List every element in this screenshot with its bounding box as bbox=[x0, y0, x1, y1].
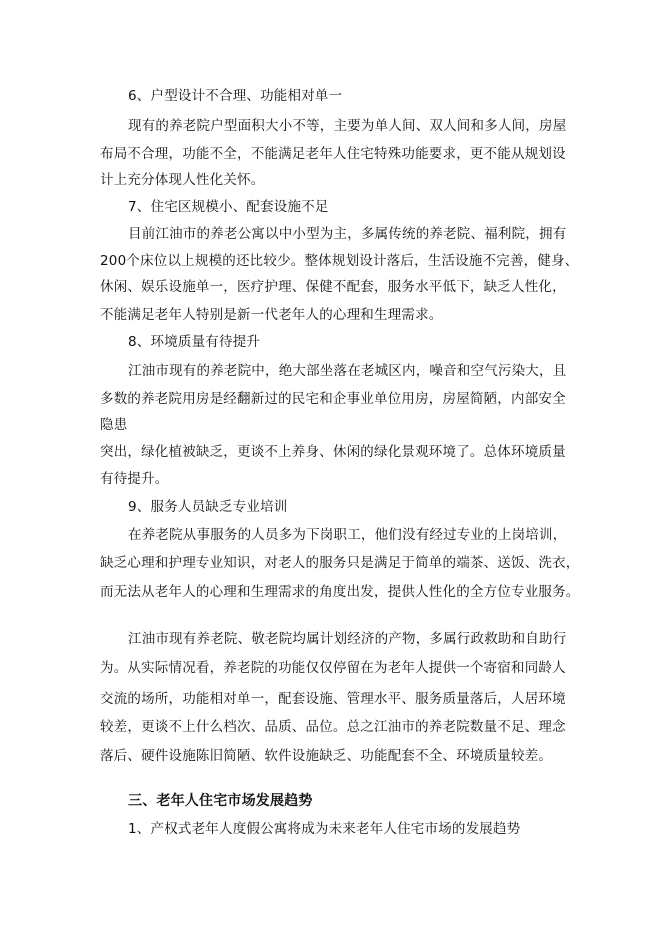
paragraph-line: 目前江油市的养老公寓以中小型为主，多属传统的养老院、福利院，拥有 bbox=[128, 226, 567, 242]
heading-s7: 7、住宅区规模小、配套设施不足 bbox=[128, 199, 329, 215]
paragraph-line: 计上充分体现人性化关怀。 bbox=[100, 172, 265, 188]
heading-s6: 6、户型设计不合理、功能相对单一 bbox=[128, 88, 343, 104]
heading-s9: 9、服务人员缺乏专业培训 bbox=[128, 499, 288, 515]
subsection-heading: 1、产权式老年人度假公寓将成为未来老年人住宅市场的发展趋势 bbox=[128, 821, 521, 837]
paragraph-line: 多数的养老院用房是经翻新过的民宅和企事业单位用房，房屋简陋，内部安全 bbox=[100, 391, 566, 407]
paragraph-line: 休闲、娱乐设施单一，医疗护理、保健不配套，服务水平低下，缺乏人性化， bbox=[100, 279, 566, 295]
paragraph-line: 在养老院从事服务的人员多为下岗职工，他们没有经过专业的上岗培训， bbox=[128, 527, 567, 543]
paragraph-line: 缺乏心理和护理专业知识，对老人的服务只是满足于简单的端茶、送饭、洗衣， bbox=[100, 555, 580, 571]
paragraph-line: 有待提升。 bbox=[100, 471, 169, 487]
paragraph-line: 落后、硬件设施陈旧简陋、软件设施缺乏、功能配套不全、环境质量较差。 bbox=[100, 748, 553, 764]
paragraph-line: 隐患 bbox=[100, 417, 128, 433]
paragraph-line: 交流的场所，功能相对单一，配套设施、管理水平、服务质量落后，人居环境 bbox=[100, 691, 566, 707]
paragraph-line: 现有的养老院户型面积大小不等，主要为单人间、双人间和多人间，房屋 bbox=[128, 118, 567, 134]
paragraph-line: 为。从实际情况看，养老院的功能仅仅停留在为老年人提供一个寄宿和同龄人 bbox=[100, 660, 566, 676]
paragraph-line: 布局不合理，功能不全，不能满足老年人住宅特殊功能要求，更不能从规划设 bbox=[100, 146, 566, 162]
paragraph-line: 突出，绿化植被缺乏，更谈不上养身、休闲的绿化景观环境了。总体环境质量 bbox=[100, 444, 566, 460]
paragraph-line: 不能满足老年人特别是新一代老年人的心理和生理需求。 bbox=[100, 307, 443, 323]
paragraph-line: 较差，更谈不上什么档次、品质、品位。总之江油市的养老院数量不足、理念 bbox=[100, 719, 566, 735]
paragraph-line: 而无法从老年人的心理和生理需求的角度出发，提供人性化的全方位专业服务。 bbox=[100, 584, 580, 600]
paragraph-line: 200个床位以上规模的还比较少。整体规划设计落后，生活设施不完善，健身、 bbox=[100, 253, 579, 269]
heading-s8: 8、环境质量有待提升 bbox=[128, 334, 261, 350]
paragraph-line: 江油市现有养老院、敬老院均属计划经济的产物，多属行政救助和自助行 bbox=[128, 631, 567, 647]
paragraph-line: 江油市现有的养老院中，绝大部坐落在老城区内，噪音和空气污染大，且 bbox=[128, 363, 567, 379]
section-heading-3: 三、老年人住宅市场发展趋势 bbox=[128, 793, 313, 809]
